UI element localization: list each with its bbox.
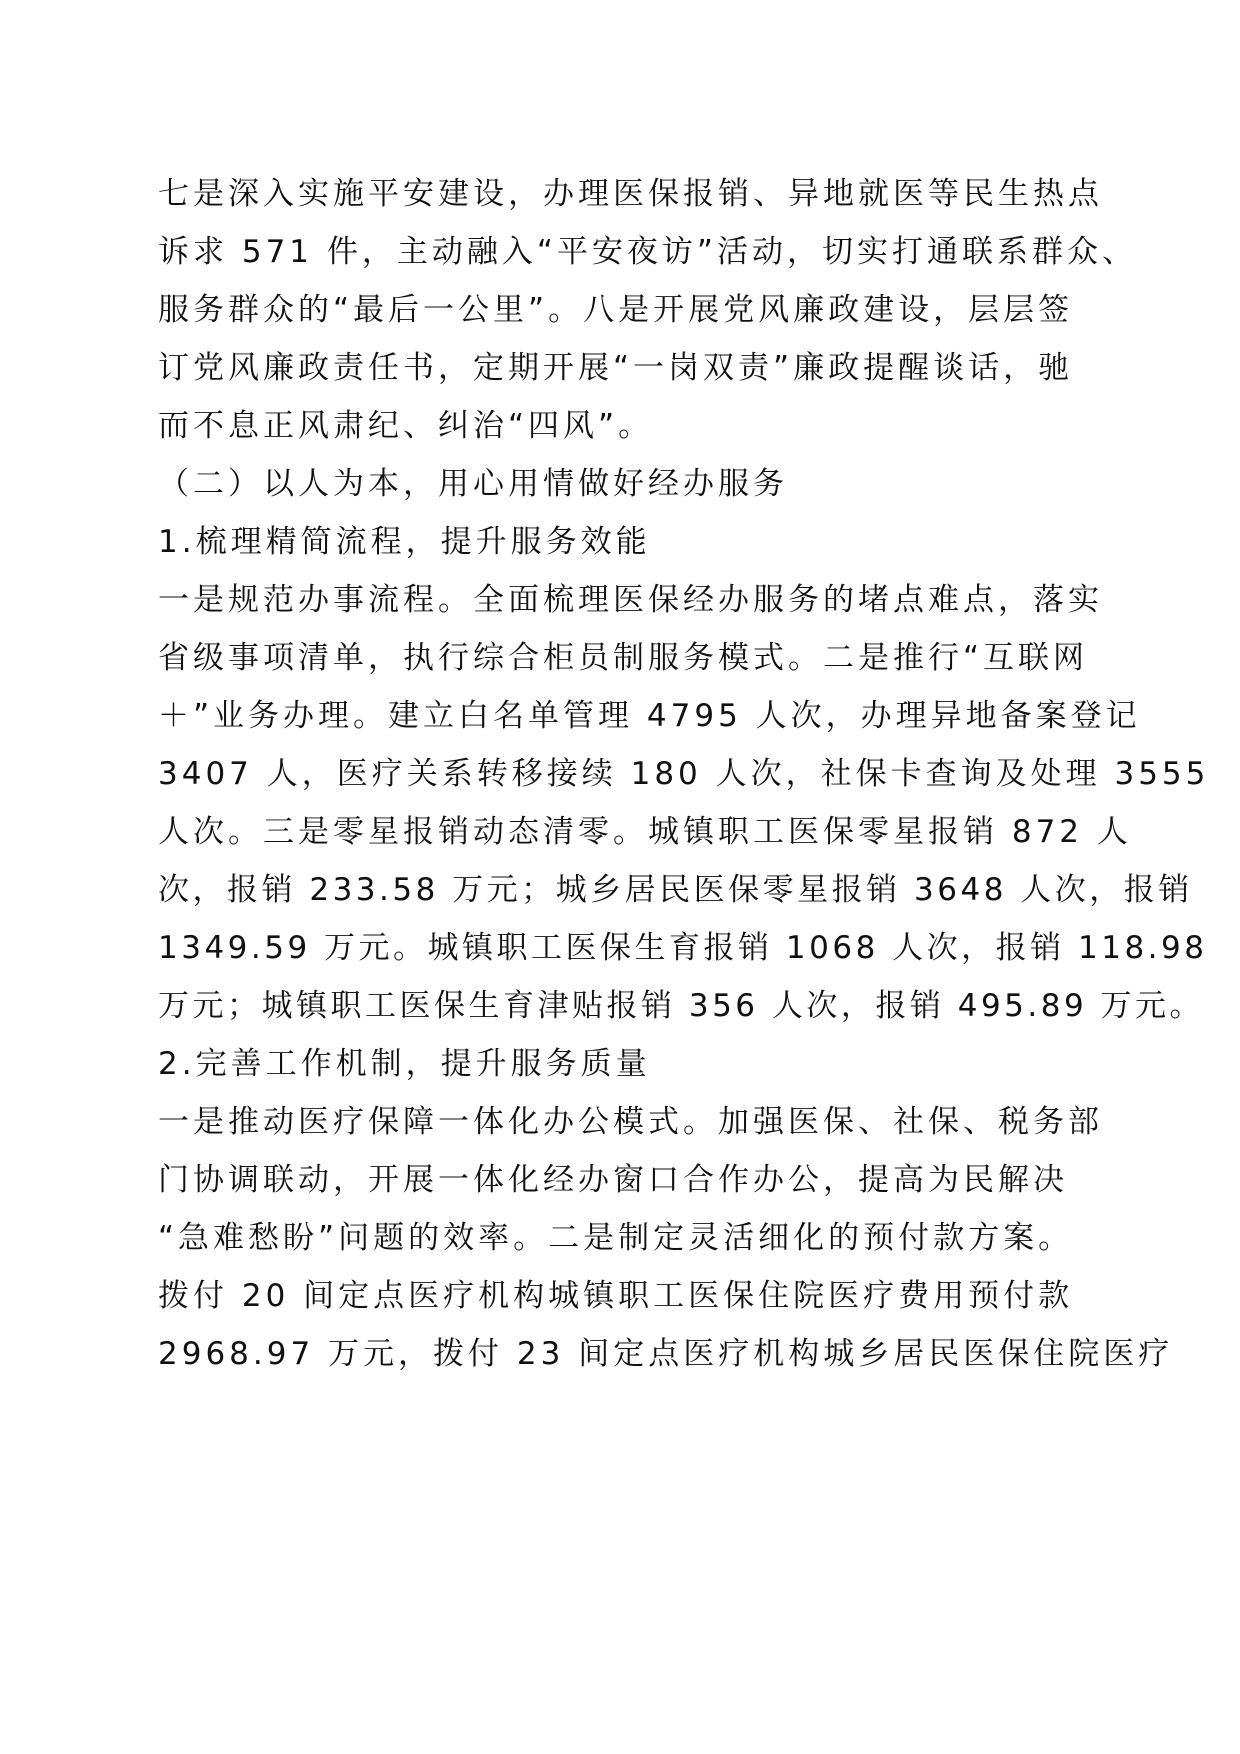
paragraph-line: 次，报销 233.58 万元；城乡居民医保零星报销 3648 人次，报销 <box>158 872 1193 908</box>
paragraph-line: 订党风廉政责任书，定期开展“一岗双责”廉政提醒谈话，驰 <box>158 350 1074 386</box>
subsection-heading: 1.梳理精简流程，提升服务效能 <box>158 524 651 560</box>
paragraph-line: 3407 人，医疗关系转移接续 180 人次，社保卡查询及处理 3555 <box>158 756 1210 792</box>
paragraph-line: 诉求 571 件，主动融入“平安夜访”活动，切实打通联系群众、 <box>158 234 1137 270</box>
paragraph-line: 一是推动医疗保障一体化办公模式。加强医保、社保、税务部 <box>158 1104 1103 1140</box>
paragraph-line: 而不息正风肃纪、纠治“四风”。 <box>158 408 654 444</box>
paragraph-line: 省级事项清单，执行综合柜员制服务模式。二是推行“互联网 <box>158 640 1089 676</box>
paragraph-line: 2968.97 万元，拨付 23 间定点医疗机构城乡居民医保住院医疗 <box>158 1336 1174 1372</box>
paragraph-line: 服务群众的“最后一公里”。八是开展党风廉政建设，层层签 <box>158 292 1074 328</box>
paragraph-line: ＋”业务办理。建立白名单管理 4795 人次，办理异地备案登记 <box>158 698 1141 734</box>
paragraph-line: 一是规范办事流程。全面梳理医保经办服务的堵点难点，落实 <box>158 582 1103 618</box>
section-heading: （二）以人为本，用心用情做好经办服务 <box>158 466 788 502</box>
paragraph-line: 拨付 20 间定点医疗机构城镇职工医保住院医疗费用预付款 <box>158 1278 1074 1314</box>
paragraph-line: 1349.59 万元。城镇职工医保生育报销 1068 人次，报销 118.98 <box>158 930 1208 966</box>
paragraph-line: 万元；城镇职工医保生育津贴报销 356 人次，报销 495.89 万元。 <box>158 988 1205 1024</box>
subsection-heading: 2.完善工作机制，提升服务质量 <box>158 1046 651 1082</box>
paragraph-line: 七是深入实施平安建设，办理医保报销、异地就医等民生热点 <box>158 176 1103 212</box>
paragraph-line: 人次。三是零星报销动态清零。城镇职工医保零星报销 872 人 <box>158 814 1132 850</box>
paragraph-line: 门协调联动，开展一体化经办窗口合作办公，提高为民解决 <box>158 1162 1068 1198</box>
paragraph-line: “急难愁盼”问题的效率。二是制定灵活细化的预付款方案。 <box>158 1220 1074 1256</box>
